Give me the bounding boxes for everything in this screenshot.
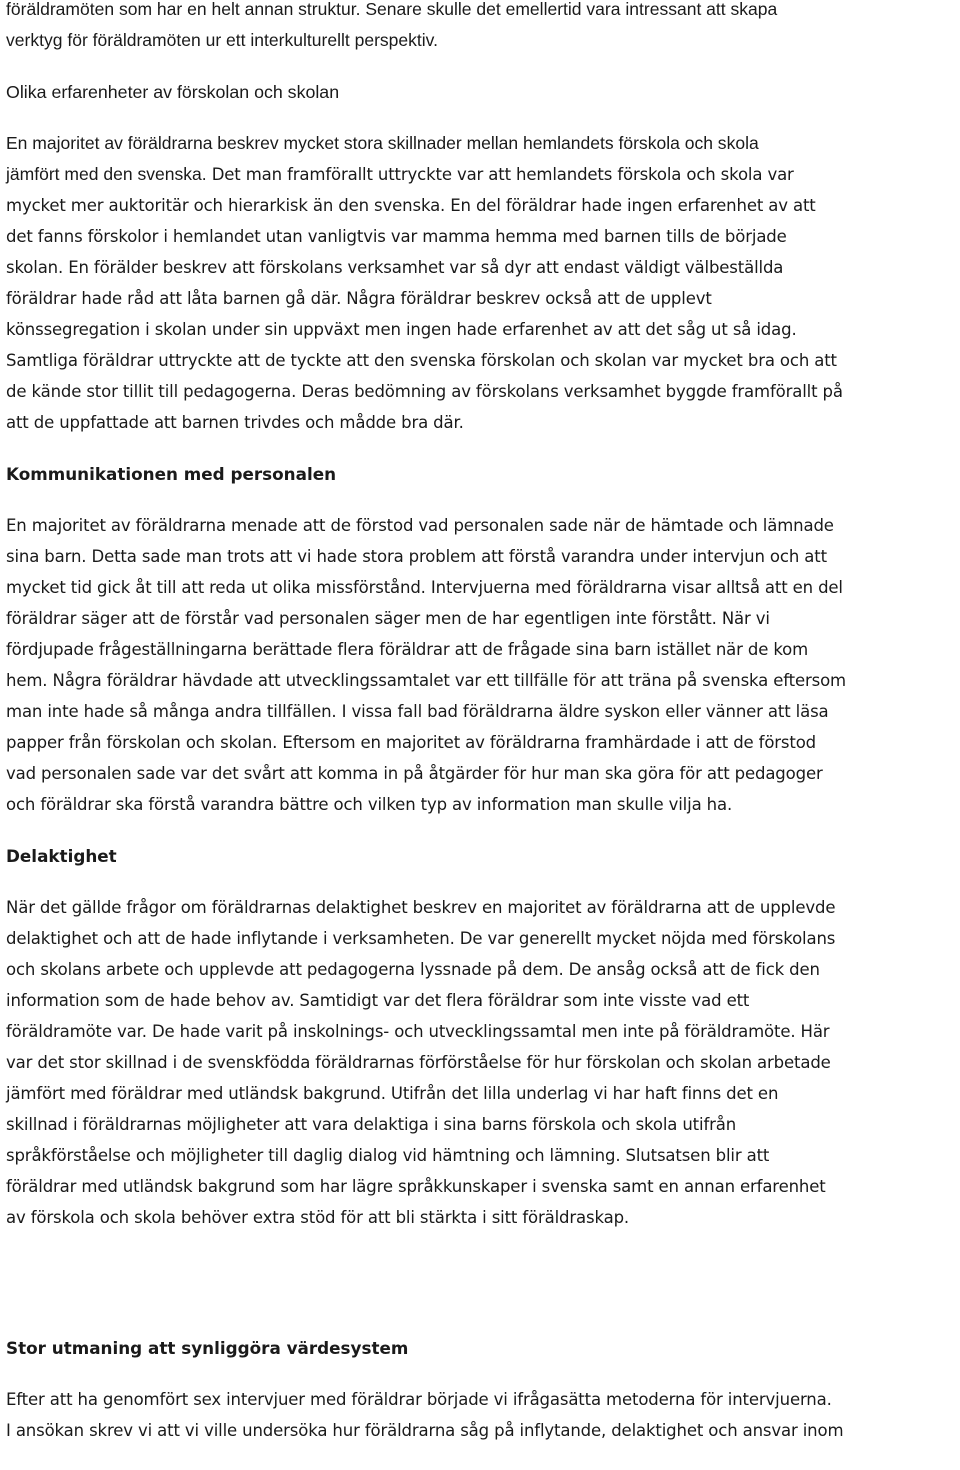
paragraph [6,1384,958,1446]
text-line: Efter att ha genomfört sex intervjuer med föräldrar började vi ifrågasätta metoderna för intervjuerna. [6,1390,832,1409]
text-line: föräldrar hade råd att låta barnen gå där. Några föräldrar beskrev också att de upplevt [6,289,712,308]
text-line: I ansökan skrev vi att vi ville undersöka hur föräldrarna såg på inflytande, delaktighet och ansvar inom [6,1421,844,1440]
spacer [6,56,958,77]
text-line: information som de hade behov av. Samtidigt var det flera föräldrar som inte visste vad ett [6,991,750,1010]
text-line: verktyg för föräldramöten ur ett interkulturellt perspektiv. [6,30,439,50]
spacer [6,820,958,841]
spacer [6,1233,958,1333]
intro-paragraph [6,0,958,56]
text-line: av förskola och skola behöver extra stöd för att bli stärkta i sitt föräldraskap. [6,1208,630,1227]
text-line: skolan. En förälder beskrev att förskolans verksamhet var så dyr att endast väldigt välbeställda [6,258,784,277]
text-line: fördjupade frågeställningarna berättade flera föräldrar att de frågade sina barn istället när de kom [6,640,809,659]
text-line: En majoritet av föräldrarna beskrev mycket stora skillnader mellan hemlandets förskola och skola [6,133,759,153]
spacer [6,108,958,128]
section-delaktighet [6,841,958,1233]
text-line: När det gällde frågor om föräldrarnas delaktighet beskrev en majoritet av föräldrarna att de upplevde [6,898,836,917]
text-line: En majoritet av föräldrarna menade att de förstod vad personalen sade när de hämtade och lämnade [6,516,834,535]
text-line: och föräldrar ska förstå varandra bättre och vilken typ av information man skulle vilja ha. [6,795,733,814]
section-heading: Stor utmaning att synliggöra värdesystem [6,1338,409,1358]
text-line: man inte hade så många andra tillfällen. I vissa fall bad föräldrarna äldre syskon eller vänner att läsa [6,702,829,721]
section-olika-erfarenheter [6,77,958,438]
spacer [6,490,958,510]
text-line: hem. Några föräldrar hävdade att utvecklingssamtalet var ett tillfälle för att träna på svenska eftersom [6,671,847,690]
spacer [6,872,958,892]
text-line: föräldramöte var. De hade varit på inskolnings- och utvecklingssamtal men inte på föräldramöte. Här [6,1022,830,1041]
text-line: föräldrar säger att de förstår vad personalen säger men de har egentligen inte förstått. När vi [6,609,770,628]
text-line: det fanns förskolor i hemlandet utan vanligtvis var mamma hemma med barnen tills de började [6,227,787,246]
text-line: jämfört med föräldrar med utländsk bakgrund. Utifrån det lilla underlag vi har haft finns det en [6,1084,779,1103]
text-line: mycket tid gick åt till att reda ut olika missförstånd. Intervjuerna med föräldrarna visar alltså att en del [6,578,843,597]
section-heading: Olika erfarenheter av förskolan och skolan [6,82,340,102]
text-line: könssegregation i skolan under sin uppväxt men ingen hade erfarenhet av att det såg ut så idag. [6,320,797,339]
text-line: delaktighet och att de hade inflytande i verksamheten. De var generellt mycket nöjda med förskolans [6,929,836,948]
text-line: föräldrar med utländsk bakgrund som har lägre språkkunskaper i svenska samt en annan erfarenhet [6,1177,826,1196]
text-line: Samtliga föräldrar uttryckte att de tyckte att den svenska förskolan och skolan var mycket bra och att [6,351,837,370]
paragraph [6,510,958,820]
text-line: föräldramöten som har en helt annan struktur. Senare skulle det emellertid vara intressant att skapa [6,0,778,19]
spacer [6,438,958,459]
text-segment: Det man framförallt uttryckte var att hemlandets förskola och skola var [206,165,794,184]
text-line: papper från förskolan och skolan. Eftersom en majoritet av föräldrarna framhärdade i att de förstod [6,733,817,752]
spacer [6,1364,958,1384]
page-content [6,0,958,1446]
text-segment: jämfört med den svenska. [6,164,207,184]
text-line: var det stor skillnad i de svenskfödda föräldrarnas förförståelse för hur förskolan och skolan arbetade [6,1053,831,1072]
text-line: att de uppfattade att barnen trivdes och mådde bra där. [6,413,464,432]
text-line: vad personalen sade var det svårt att komma in på åtgärder för hur man ska göra för att pedagoger [6,764,823,783]
text-line: de kände stor tillit till pedagogerna. Deras bedömning av förskolans verksamhet byggde framförallt på [6,382,843,401]
text-line: språkförståelse och möjligheter till daglig dialog vid hämtning och lämning. Slutsatsen blir att [6,1146,770,1165]
section-heading: Delaktighet [6,846,117,866]
text-line: sina barn. Detta sade man trots att vi hade stora problem att förstå varandra under intervjun och att [6,547,827,566]
section-kommunikationen [6,459,958,820]
paragraph [6,892,958,1233]
text-line: och skolans arbete och upplevde att pedagogerna lyssnade på dem. De ansåg också att de fick den [6,960,820,979]
paragraph [6,128,958,438]
text-line: skillnad i föräldrarnas möjligheter att vara delaktiga i sina barns förskola och skola utifrån [6,1115,737,1134]
section-stor-utmaning [6,1333,958,1446]
text-line: mycket mer auktoritär och hierarkisk än den svenska. En del föräldrar hade ingen erfarenhet av att [6,196,816,215]
text-line [6,159,954,190]
section-heading: Kommunikationen med personalen [6,464,337,484]
